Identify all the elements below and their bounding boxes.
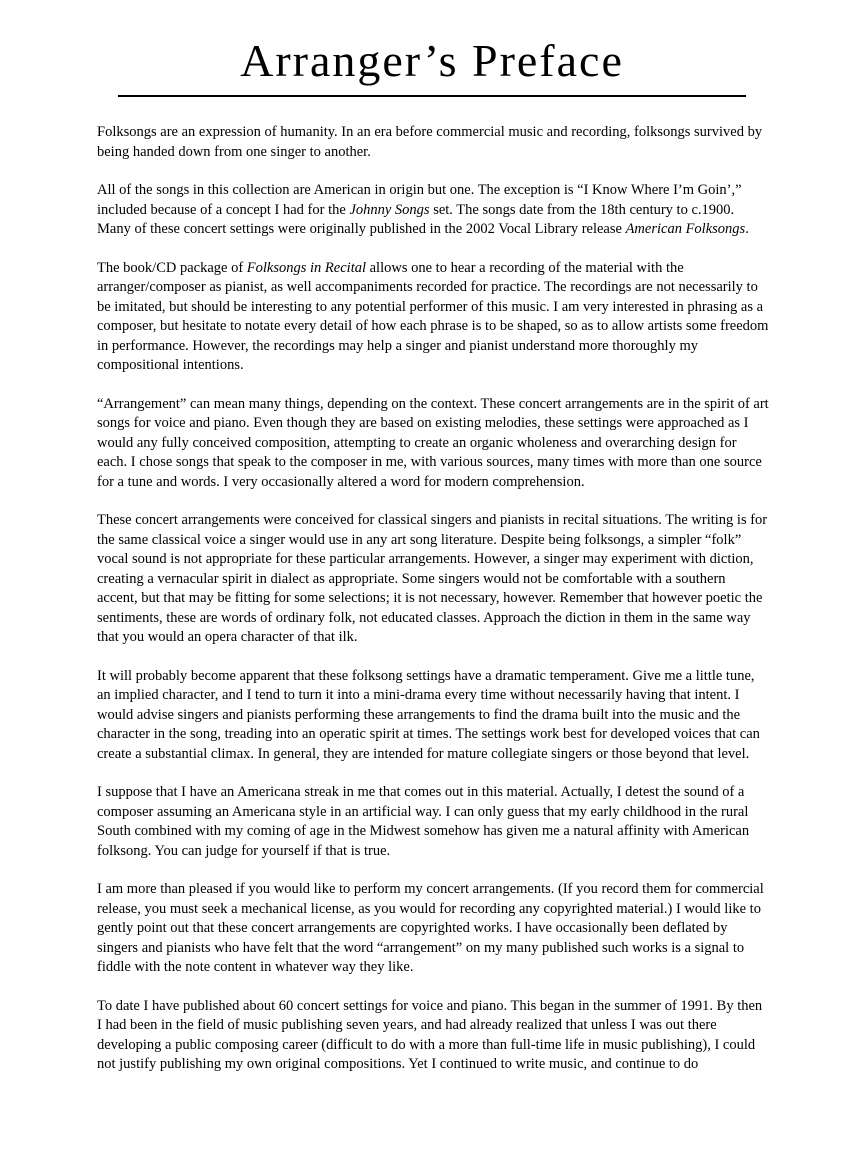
text-run: I suppose that I have an Americana streak in me that comes out in this material. Actually, I detest the sound of a composer assuming an Americana style in an artificial way. I can only guess that my early childhood in the rural South combined with my coming of age in the Midwest somehow has given me a natural affinity with American folksong. You can judge for yourself if that is true. [97,784,750,859]
text-run: allows one to hear a recording of the material with the arranger/composer as pianist, as well accompaniments recorded for practice. The recordings are not necessarily to be imitated, but should be interesting to any potential performer of this music. I am very interested in phrasing as a composer, but hesitate to notate every detail of how each phrase is to be shaped, so as to allow artists some freedom in performance. However, the recordings may help a singer and pianist understand more thoroughly my compositional intentions. [97,259,769,373]
text-run: I am more than pleased if you would like to perform my concert arrangements. (If you record them for commercial release, you must seek a mechanical license, as you would for recording any copyrighted material.) I would like to gently point out that these concert arrangements are copyrighted works. I have occasionally been deflated by singers and pianists who have felt that the word “arrangement” on my many published such works is a signal to fiddle with the note content in whatever way they like. [97,881,764,975]
text-run: To date I have published about 60 concert settings for voice and piano. This began in the summer of 1991. By then I had been in the field of music publishing seven years, and had already realized that unless I was out there developing a public composing career (difficult to do with a more than full-time life in music publishing), I could not justify publishing my own original compositions. Yet I continued to write music, and continue to do [97,997,763,1072]
paragraph [97,783,769,861]
italic-text-run: Johnny Songs [349,201,430,218]
title-divider [118,95,746,97]
text-run: Folksongs are an expression of humanity. In an era before commercial music and recording, folksongs survived by being handed down from one singer to another. [97,124,763,160]
page-title: Arranger’s Preface [240,35,624,86]
text-run: “Arrangement” can mean many things, depending on the context. These concert arrangements are in the spirit of art songs for voice and piano. Even though they are based on existing melodies, these settings were approached as I would any fully conceived composition, attempting to create an organic wholeness and overarching design for each. I chose songs that speak to the composer in me, with various sources, many times with more than one source for a tune and words. I very occasionally altered a word for modern comprehension. [97,395,769,490]
paragraph [97,123,769,162]
paragraph [97,395,769,493]
text-run: These concert arrangements were conceived for classical singers and pianists in recital situations. The writing is for the same classical voice a singer would use in any art song literature. Despite being folksongs, a simpler “folk” vocal sound is not appropriate for these particular arrangements. However, a singer may experiment with diction, creating a vernacular spirit in dialect as appropriate. Some singers would not be comfortable with a southern accent, but that may be fitting for some selections; it is not necessary, however. Remember that however poetic the sentiments, these are words of ordinary folk, not educated classes. Approach the diction in them in the same way that you would an opera character of that ilk. [97,512,768,645]
text-run: It will probably become apparent that these folksong settings have a dramatic temperament. Give me a little tune, an implied character, and I tend to turn it into a mini-drama every time without necessarily having that intent. I would advise singers and pianists performing these arrangements to find the drama built into the music and the character in the song, treading into an operatic spirit at times. The settings work best for developed voices that can create a substantial climax. In general, they are intended for mature collegiate singers or those beyond that level. [97,667,760,762]
italic-text-run: Folksongs in Recital [246,259,366,276]
paragraph [97,259,769,376]
text-run: The book/CD package of [97,259,247,276]
text-run: . [745,221,749,237]
paragraph [97,511,769,648]
paragraph [97,667,769,765]
text-run: set. The songs date from the 18th century to c.1900. Many of these concert settings were originally published in the 2002 Vocal Library release [97,201,735,237]
paragraph [97,181,769,240]
paragraph [97,997,769,1075]
italic-text-run: American Folksongs [625,221,746,237]
preface-body [97,123,769,1075]
text-run: All of the songs in this collection are American in origin but one. The exception is “I Know Where I’m Goin’,” included because of a concept I had for the [97,182,742,218]
paragraph [97,880,769,978]
